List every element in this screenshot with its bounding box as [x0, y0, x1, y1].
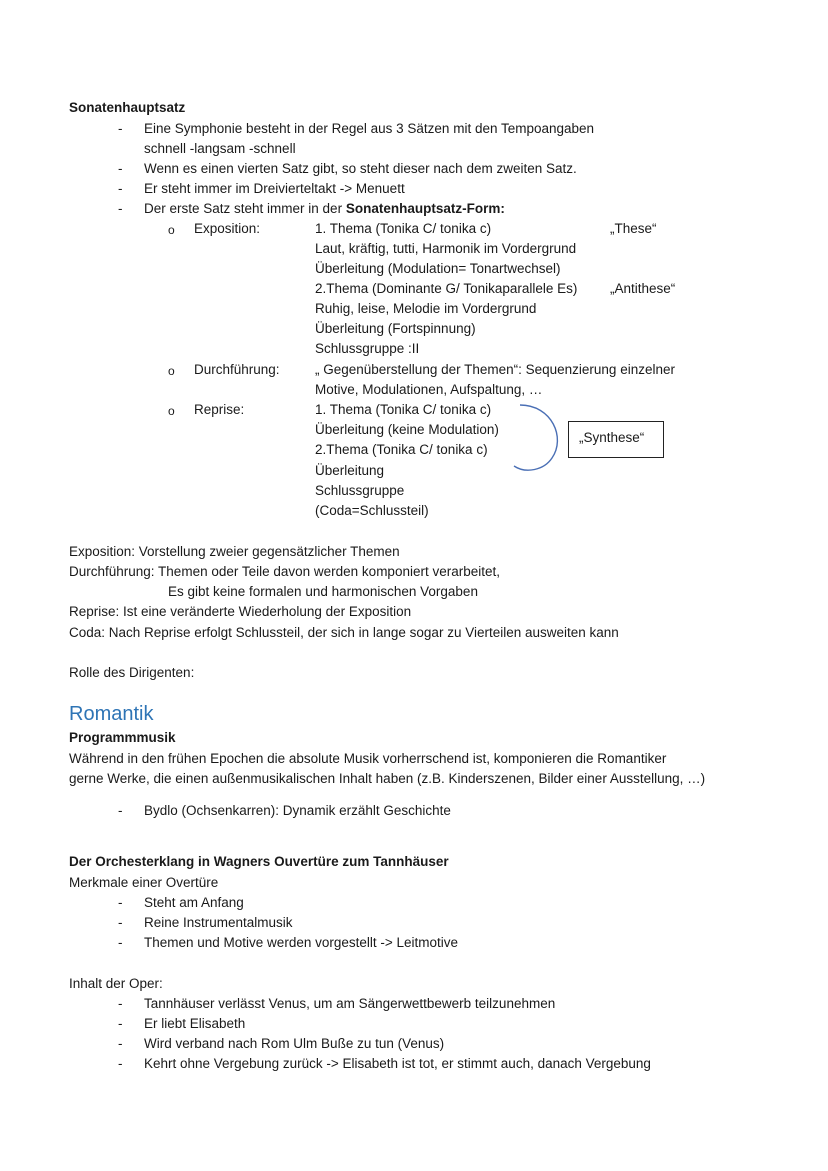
list-item: Kehrt ohne Vergebung zurück -> Elisabeth ist tot, er stimmt auch, danach Vergebung — [144, 1056, 651, 1071]
section-title-sonatenhauptsatz: Sonatenhauptsatz — [69, 100, 186, 115]
list-item: Bydlo (Ochsenkarren): Dynamik erzählt Geschichte — [144, 803, 451, 818]
exposition-label: Exposition: — [194, 221, 261, 236]
exposition-line: Laut, kräftig, tutti, Harmonik im Vordergrund — [315, 241, 577, 256]
list-item-continuation: schnell -langsam -schnell — [144, 141, 296, 156]
note-synthese: „Synthese“ — [579, 430, 645, 445]
exposition-line: Überleitung (Fortspinnung) — [315, 321, 476, 336]
exposition-line: 1. Thema (Tonika C/ tonika c) — [315, 221, 492, 236]
note-these: „These“ — [610, 221, 657, 236]
dash-bullet: - — [118, 121, 123, 136]
circle-bullet: o — [168, 223, 175, 237]
list-item-bold-text: Sonatenhauptsatz-Form: — [345, 201, 505, 216]
reprise-line: Überleitung — [315, 463, 385, 478]
dash-bullet: - — [118, 895, 123, 910]
circle-bullet: o — [168, 404, 175, 418]
list-item: Er liebt Elisabeth — [144, 1016, 246, 1031]
list-item: Tannhäuser verlässt Venus, um am Sängerwettbewerb teilzunehmen — [144, 996, 556, 1011]
paragraph-line: gerne Werke, die einen außenmusikalischen Inhalt haben (z.B. Kinderszenen, Bilder einer Ausstellung, …) — [69, 771, 706, 786]
list-item — [144, 200, 505, 218]
exposition-line: Ruhig, leise, Melodie im Vordergrund — [315, 301, 537, 316]
note-antithese: „Antithese“ — [610, 281, 676, 296]
dash-bullet: - — [118, 915, 123, 930]
list-item: Reine Instrumentalmusik — [144, 915, 293, 930]
inhalt-title: Inhalt der Oper: — [69, 976, 163, 991]
exposition-line: Überleitung (Modulation= Tonartwechsel) — [315, 261, 561, 276]
synthese-box — [568, 421, 664, 458]
dash-bullet: - — [118, 201, 123, 216]
reprise-line: 2.Thema (Tonika C/ tonika c) — [315, 442, 488, 457]
section-title-wagner: Der Orchesterklang in Wagners Ouvertüre zum Tannhäuser — [69, 854, 449, 869]
list-item: Er steht immer im Dreivierteltakt -> Menuett — [144, 181, 405, 196]
summary-line: Durchführung: Themen oder Teile davon werden komponiert verarbeitet, — [69, 564, 500, 579]
dash-bullet: - — [118, 996, 123, 1011]
list-item: Themen und Motive werden vorgestellt -> Leitmotive — [144, 935, 459, 950]
subtitle-programmusik: Programmmusik — [69, 730, 176, 745]
durchfuehrung-label: Durchführung: — [194, 362, 280, 377]
dash-bullet: - — [118, 935, 123, 950]
summary-line: Coda: Nach Reprise erfolgt Schlussteil, der sich in lange sogar zu Vierteilen ausweiten kann — [69, 625, 619, 640]
reprise-line: 1. Thema (Tonika C/ tonika c) — [315, 402, 492, 417]
list-item: Wenn es einen vierten Satz gibt, so steht dieser nach dem zweiten Satz. — [144, 161, 577, 176]
exposition-line: 2.Thema (Dominante G/ Tonikaparallele Es) — [315, 281, 578, 296]
summary-line: Exposition: Vorstellung zweier gegensätzlicher Themen — [69, 544, 400, 559]
paragraph-line: Während in den frühen Epochen die absolute Musik vorherrschend ist, komponieren die Romantiker — [69, 751, 667, 766]
circle-bullet: o — [168, 364, 175, 378]
durchfuehrung-line: „ Gegenüberstellung der Themen“: Sequenzierung einzelner — [315, 362, 675, 377]
summary-line: Es gibt keine formalen und harmonischen Vorgaben — [168, 584, 478, 599]
reprise-line: (Coda=Schlussteil) — [315, 503, 429, 518]
list-item: Wird verband nach Rom Ulm Buße zu tun (Venus) — [144, 1036, 445, 1051]
dash-bullet: - — [118, 803, 123, 818]
exposition-line: Schlussgruppe :II — [315, 341, 420, 356]
summary-line: Reprise: Ist eine veränderte Wiederholung der Exposition — [69, 604, 412, 619]
dash-bullet: - — [118, 1056, 123, 1071]
reprise-label: Reprise: — [194, 402, 245, 417]
brace-icon — [508, 402, 560, 474]
dash-bullet: - — [118, 181, 123, 196]
list-item: Steht am Anfang — [144, 895, 244, 910]
list-item: Eine Symphonie besteht in der Regel aus 3 Sätzen mit den Tempoangaben — [144, 121, 595, 136]
heading-romantik: Romantik — [69, 703, 154, 725]
list-item-text: Der erste Satz steht immer in der — [144, 201, 346, 216]
reprise-line: Schlussgruppe — [315, 483, 405, 498]
durchfuehrung-line: Motive, Modulationen, Aufspaltung, … — [315, 382, 543, 397]
merkmale-title: Merkmale einer Overtüre — [69, 875, 219, 890]
reprise-line: Überleitung (keine Modulation) — [315, 422, 499, 437]
dirigent-heading: Rolle des Dirigenten: — [69, 665, 195, 680]
dash-bullet: - — [118, 1016, 123, 1031]
dash-bullet: - — [118, 1036, 123, 1051]
dash-bullet: - — [118, 161, 123, 176]
